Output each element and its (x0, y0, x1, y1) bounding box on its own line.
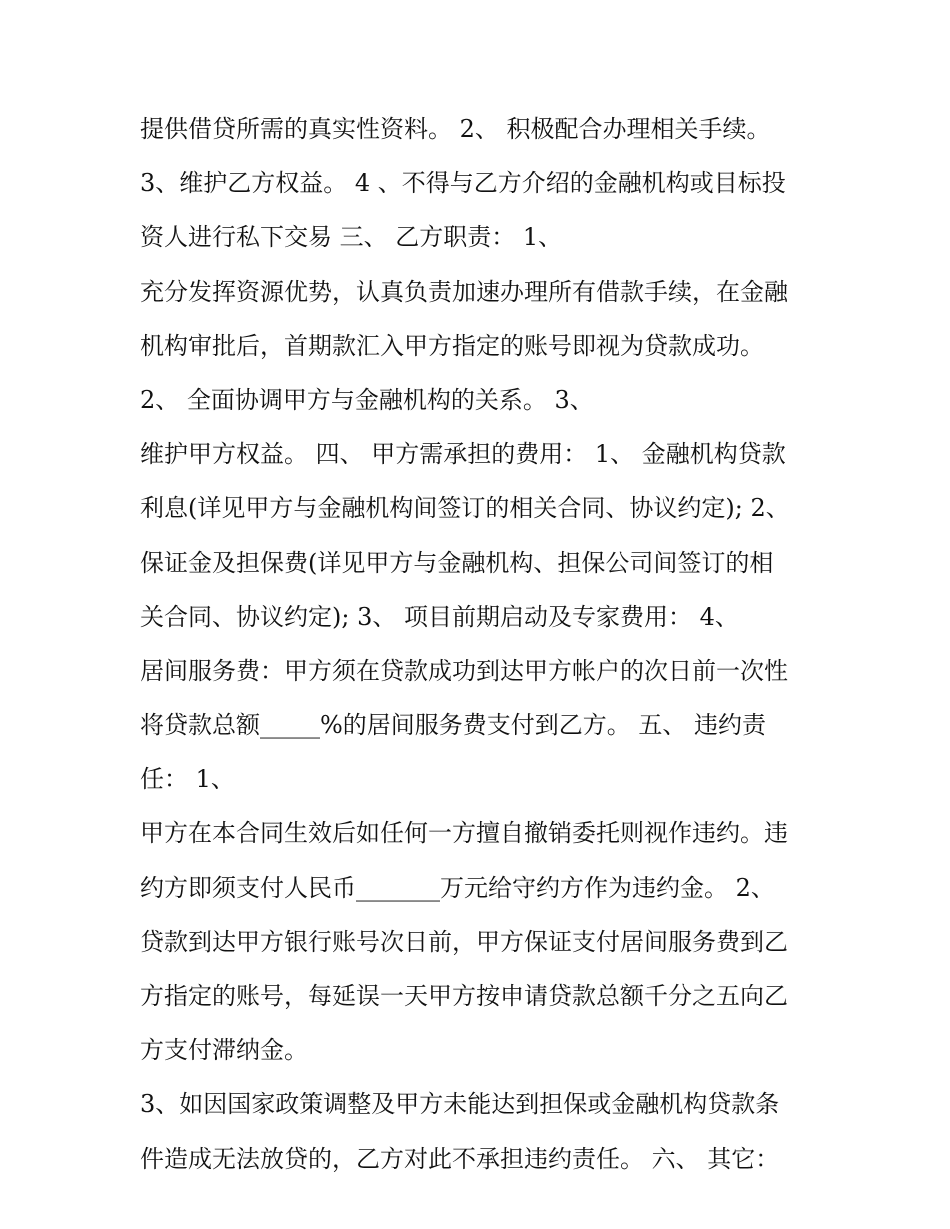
text-line-8: 利息(详见甲方与金融机构间签订的相关合同、协议约定); 2、 (140, 494, 790, 523)
text-line-20: 件造成无法放贷的，乙方对此不承担违约责任。 六、 其它： (140, 1144, 780, 1173)
text-line-7: 维护甲方权益。 四、 甲方需承担的费用： 1、 金融机构贷款 (140, 440, 786, 469)
text-line-18: 方支付滞纳金。 (140, 1036, 308, 1065)
text-line-2: 3、维护乙方权益。 4 、不得与乙方介绍的金融机构或目标投 (140, 169, 786, 198)
text-line-17: 方指定的账号，每延误一天甲方按申请贷款总额千分之五向乙 (140, 982, 788, 1010)
text-line-16: 贷款到达甲方银行账号次日前，甲方保证支付居间服务费到乙 (140, 927, 788, 956)
text-line-6: 2、 全面协调甲方与金融机构的关系。 3、 (140, 385, 594, 414)
text-line-15: 约方即须支付人民币_______万元给守约方作为违约金。 2、 (140, 873, 775, 902)
text-line-10: 关合同、协议约定); 3、 项目前期启动及专家费用： 4、 (140, 602, 739, 631)
text-line-14: 甲方在本合同生效后如任何一方擅自撤销委托则视作违约。违 (140, 819, 788, 848)
text-line-5: 机构审批后，首期款汇入甲方指定的账号即视为贷款成功。 (140, 331, 764, 360)
text-line-9: 保证金及担保费(详见甲方与金融机构、担保公司间签订的相 (140, 548, 774, 577)
text-line-1: 提供借贷所需的真实性资料。 2、 积极配合办理相关手续。 (140, 115, 771, 143)
text-line-11: 居间服务费：甲方须在贷款成功到达甲方帐户的次日前一次性 (140, 656, 788, 685)
contract-text (140, 107, 830, 1191)
text-line-19: 3、如因国家政策调整及甲方未能达到担保或金融机构贷款条 (140, 1090, 780, 1119)
text-line-3: 资人进行私下交易 三、 乙方职责： 1、 (140, 223, 563, 252)
text-line-12: 将贷款总额_____%的居间服务费支付到乙方。 五、 违约责 (140, 711, 767, 740)
text-line-13: 任： 1、 (140, 765, 235, 794)
text-line-4: 充分发挥资源优势，认真负责加速办理所有借款手续，在金融 (140, 277, 788, 306)
